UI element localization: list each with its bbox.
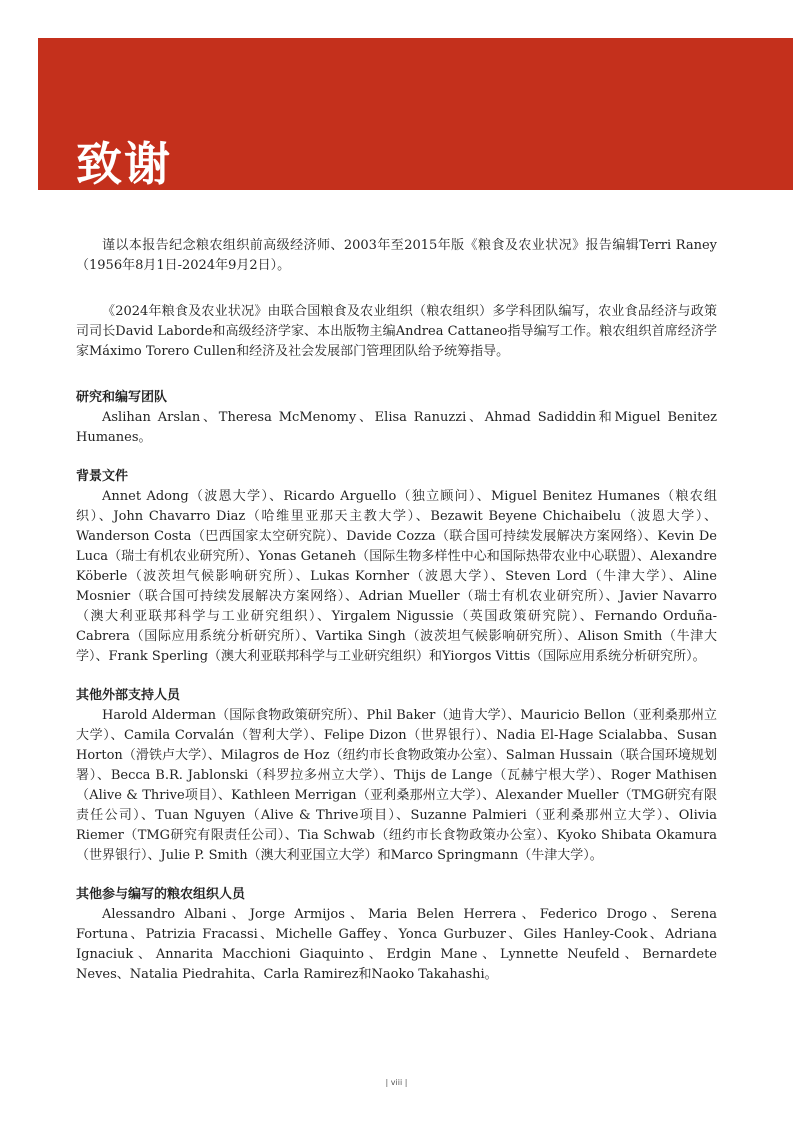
section-heading: 其他参与编写的粮农组织人员 [76, 887, 246, 902]
dedication-paragraph: 谨以本报告纪念粮农组织前高级经济师、2003年至2015年版《粮食及农业状况》报告编辑Terri Raney（1956年8月1日-2024年9月2日）。 [76, 238, 717, 273]
section-heading: 其他外部支持人员 [76, 688, 181, 703]
section-body: Alessandro Albani、Jorge Armijos、Maria Belen Herrera、Federico Drogo、Serena Fortuna、Patrizia Fracassi、Michelle Gaffey、Yonca Gurbuzer、Giles Hanley-Cook、Adriana Ignaciuk、Annarita Macchioni Giaquinto、Erdgin Mane、Lynnette Neufeld、Bernardete Neves、Natalia Piedrahita、Carla Ramirez和Naoko Takahashi。 [76, 907, 717, 982]
section-fao-contributors [76, 885, 717, 985]
page-title: 致谢 [76, 136, 172, 191]
section-external-support [76, 686, 717, 866]
section-body: Harold Alderman（国际食物政策研究所）、Phil Baker（迪肯大学）、Mauricio Bellon（亚利桑那州立大学）、Camila Corvalán（智利大学）、Felipe Dizon（世界银行）、Nadia El-Hage Scialabba、Susan Horton（滑铁卢大学）、Milagros de Hoz（纽约市长食物政策办公室）、Salman Hussain（联合国环境规划署）、Becca B.R. Jablonski（科罗拉多州立大学）、Thijs de Lange（瓦赫宁根大学）、Roger Mathisen（Alive & Thrive项目）、Kathleen Merrigan（亚利桑那州立大学）、Alexander Mueller（TMG研究有限责任公司）、Tuan Nguyen（Alive & Thrive项目）、Suzanne Palmieri（亚利桑那州立大学）、Olivia Riemer（TMG研究有限责任公司）、Tia Schwab（纽约市长食物政策办公室）、Kyoko Shibata Okamura（世界银行）、Julie P. Smith（澳大利亚国立大学）和Marco Springmann（牛津大学）。 [76, 708, 717, 863]
section-research-team [76, 388, 717, 448]
acknowledgements-content [76, 236, 717, 1004]
section-heading: 背景文件 [76, 469, 129, 484]
title-banner [38, 38, 793, 190]
section-body: Aslihan Arslan、Theresa McMenomy、Elisa Ranuzzi、Ahmad Sadiddin和Miguel Benitez Humanes。 [76, 410, 717, 445]
section-heading: 研究和编写团队 [76, 390, 168, 405]
report-credits-paragraph: 《2024年粮食及农业状况》由联合国粮食及农业组织（粮农组织）多学科团队编写，农业食品经济与政策司司长David Laborde和高级经济学家、本出版物主编Andrea Cattaneo指导编写工作。粮农组织首席经济学家Máximo Torero Cullen和经济及社会发展部门管理团队给予统筹指导。 [76, 304, 717, 359]
section-body: Annet Adong（波恩大学）、Ricardo Arguello（独立顾问）、Miguel Benitez Humanes（粮农组织）、John Chavarro Diaz（哈维里亚那天主教大学）、Bezawit Beyene Chichaibelu（波恩大学）、Wanderson Costa（巴西国家太空研究院）、Davide Cozza（联合国可持续发展解决方案网络）、Kevin De Luca（瑞士有机农业研究所）、Yonas Getaneh（国际生物多样性中心和国际热带农业中心联盟）、Alexandre Köberle（波茨坦气候影响研究所）、Lukas Kornher（波恩大学）、Steven Lord（牛津大学）、Aline Mosnier（联合国可持续发展解决方案网络）、Adrian Mueller（瑞士有机农业研究所）、Javier Navarro（澳大利亚联邦科学与工业研究组织）、Yirgalem Nigussie（英国政策研究院）、Fernando Orduña-Cabrera（国际应用系统分析研究所）、Vartika Singh（波茨坦气候影响研究所）、Alison Smith（牛津大学）、Frank Sperling（澳大利亚联邦科学与工业研究组织）和Yiorgos Vittis（国际应用系统分析研究所）。 [76, 489, 717, 664]
section-background-papers [76, 467, 717, 667]
page-number: | viii | [385, 1078, 408, 1087]
